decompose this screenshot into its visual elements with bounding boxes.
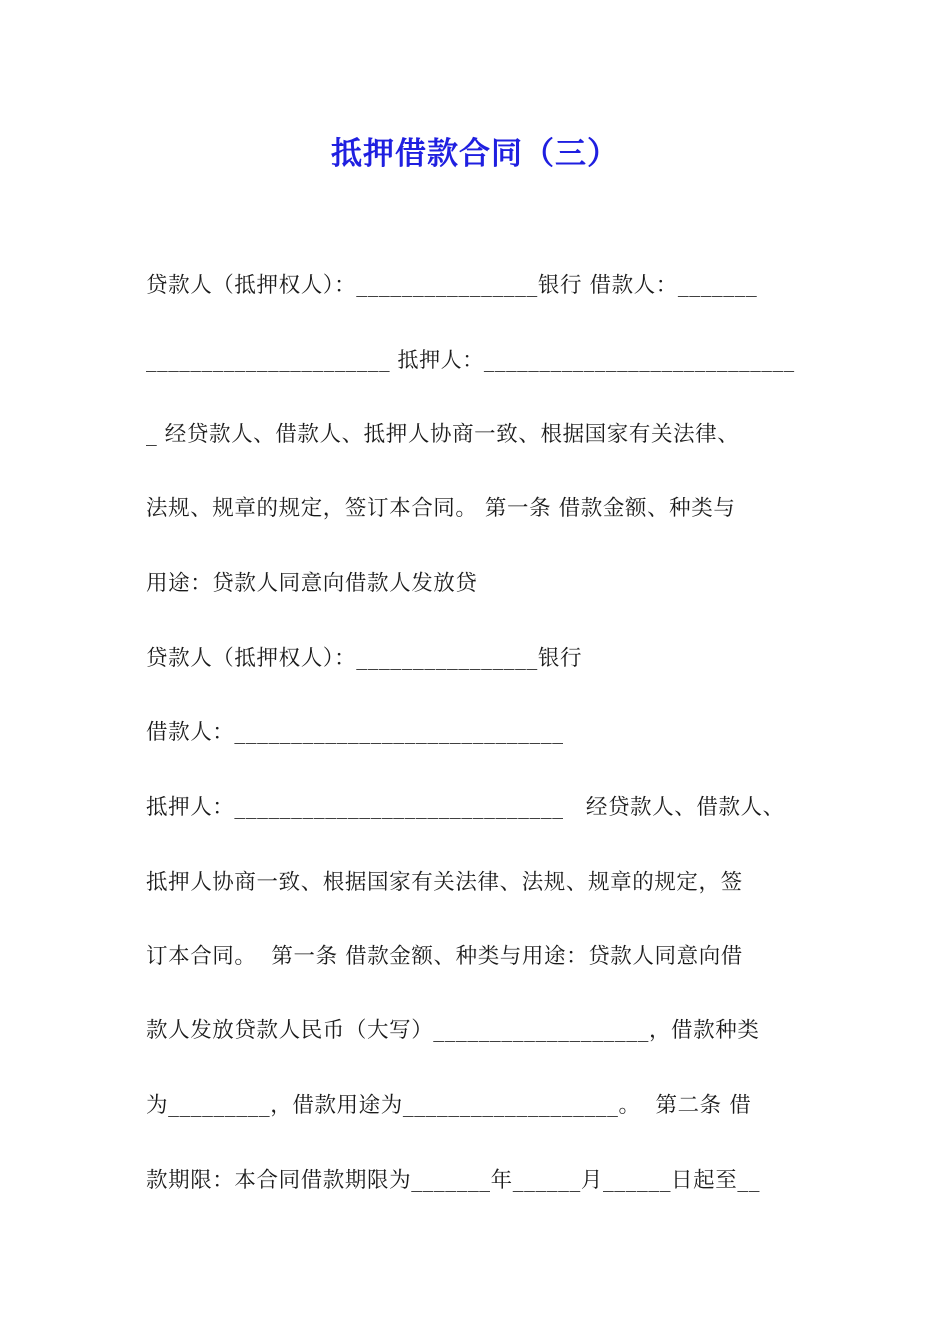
body-line-12: 为_________，借款用途为___________________。 第二条 借	[146, 1093, 752, 1118]
body-line-5: 用途：贷款人同意向借款人发放贷	[146, 571, 478, 596]
body-line-4: 法规、规章的规定，签订本合同。 第一条 借款金额、种类与	[146, 496, 736, 521]
body-line-1: 贷款人（抵押权人）：________________银行 借款人：_______	[146, 273, 758, 298]
document-title: 抵押借款合同（三）	[331, 136, 619, 172]
body-line-7: 借款人：_____________________________	[146, 720, 564, 745]
body-line-10: 订本合同。 第一条 借款金额、种类与用途：贷款人同意向借	[146, 944, 743, 969]
body-line-2: ______________________ 抵押人：____________________________	[146, 348, 795, 372]
body-line-11: 款人发放贷款人民币（大写）___________________，借款种类	[146, 1018, 760, 1043]
body-line-8: 抵押人：_____________________________ 经贷款人、借款人、	[146, 795, 785, 820]
body-line-6: 贷款人（抵押权人）：________________银行	[146, 646, 583, 671]
body-line-3: _ 经贷款人、借款人、抵押人协商一致、根据国家有关法律、	[146, 422, 740, 447]
body-line-9: 抵押人协商一致、根据国家有关法律、法规、规章的规定，签	[146, 870, 743, 895]
body-line-13: 款期限：本合同借款期限为_______年______月______日起至__	[146, 1168, 761, 1193]
